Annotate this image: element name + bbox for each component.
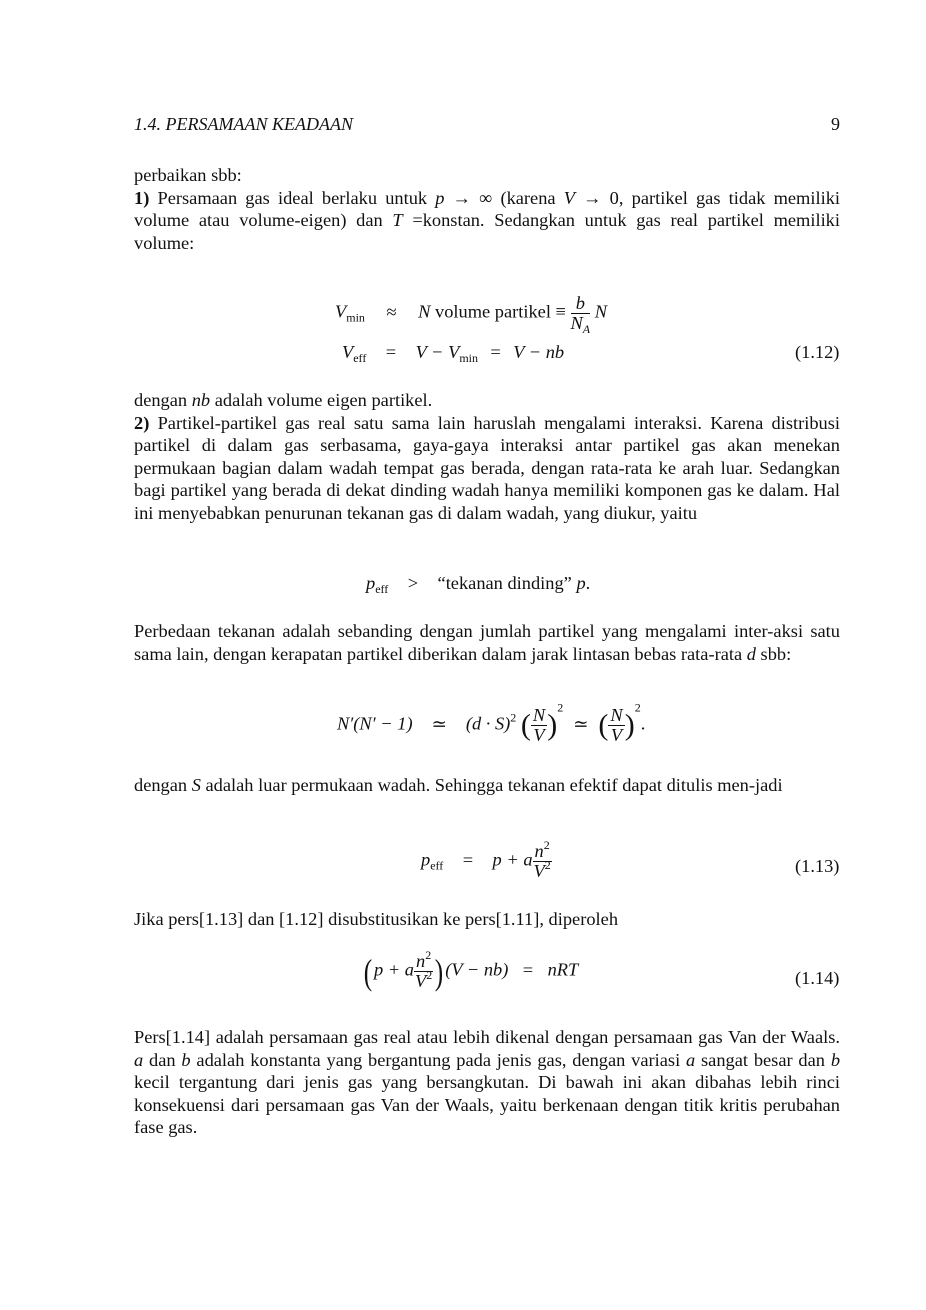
text-run: =konstan. Sedangkan untuk gas real partikel memiliki volume: (134, 210, 840, 253)
sub-eff: eff (430, 858, 444, 873)
var-p: p (421, 849, 431, 870)
equation-peff (421, 838, 552, 881)
var-a: a (134, 1049, 144, 1070)
text-run: Pers[1.14] adalah persamaan gas real atau lebih dikenal dengan persamaan gas Van der Waals. (134, 1027, 840, 1047)
var-n: n (534, 841, 544, 861)
sym-simeq: ≃ (431, 713, 447, 734)
expr-Nprime: N′(N′ − 1) (337, 713, 413, 734)
var-nb: nb (191, 390, 211, 410)
paren-open: ( (598, 708, 609, 742)
text-run: adalah luar permukaan wadah. Sehingga tekanan efektif dapat ditulis men-jadi (200, 775, 783, 795)
sup-2: 2 (543, 838, 550, 852)
var-T: T (392, 210, 403, 231)
paren-open: ( (520, 708, 531, 742)
equation-van-der-waals (362, 948, 579, 992)
fraction-n2-V2 (533, 838, 552, 881)
var-V: V (342, 342, 354, 362)
paragraph-interaction (134, 389, 840, 525)
fraction-b-NA (570, 293, 591, 336)
equation-number-1-13: (1.13) (795, 856, 840, 876)
sub-eff: eff (375, 582, 389, 596)
fraction-N-V (531, 706, 547, 745)
sym-gt: > (407, 573, 419, 593)
sub-A: A (582, 322, 591, 336)
sup-2: 2 (426, 968, 433, 982)
section-title: 1.4. PERSAMAAN KEADAAN (134, 114, 353, 134)
var-V: V (414, 971, 427, 991)
text-run: (karena (492, 187, 564, 208)
item-2-marker: 2) (134, 412, 150, 433)
var-n: n (416, 951, 426, 971)
sym-eq: = (490, 342, 501, 362)
sub-min: min (459, 351, 478, 365)
expr-V-minus-nb: V − nb (513, 342, 565, 362)
sym-dot: . (585, 573, 591, 593)
sup-2: 2 (634, 700, 641, 715)
text-run: Partikel-partikel gas real satu sama lain haruslah mengalami interaksi. Karena distribusi partikel di dalam gas serbasama, gaya-gaya interaksi antar partikel gas akan menekan permukaan bagian dalam wadah tempat gas berada, dengan rata-rata ke arah luar. Sedangkan bagi partikel yang berada di dekat dinding wadah hanya memiliki komponen gas ke dalam. Hal ini menyebabkan penurunan tekanan gas di dalam wadah, yang diukur, yaitu (134, 412, 840, 523)
text-volume-partikel: volume partikel (430, 301, 556, 322)
text-tekanan-dinding: “tekanan dinding” (437, 573, 577, 593)
var-b: b (181, 1049, 191, 1070)
expr-V-minus-V: V − V (415, 342, 460, 362)
var-N: N (570, 313, 583, 333)
sub-eff: eff (353, 351, 367, 365)
text-run: kecil tergantung dari jenis gas yang bersangkutan. Di bawah ini akan dibahas lebih rinci konsekuensi dari persamaan gas Van der Waals, yaitu berkenaan dengan titik kritis perubahan fase gas. (134, 1072, 840, 1138)
frac-den: V (610, 725, 623, 745)
equation-number-1-12: (1.12) (795, 342, 840, 362)
sym-eq: = (385, 342, 397, 362)
text-run: adalah konstanta yang bergantung pada jenis gas, dengan variasi (190, 1049, 687, 1070)
sym-eq: = (462, 849, 474, 870)
frac-den: V (533, 725, 545, 745)
paragraph-van-der-waals (134, 1026, 840, 1139)
var-b: b (830, 1049, 841, 1070)
sym-to-inf: → ∞ (444, 187, 493, 208)
var-V: V (533, 861, 545, 881)
sym-dot: . (640, 713, 646, 734)
page-number: 9 (831, 114, 840, 134)
text-run: , partikel gas tidak memiliki volume atau volume-eigen) dan (134, 187, 840, 231)
text-run: sbb: (755, 643, 792, 664)
frac-num: N (610, 705, 623, 725)
paragraph-substitution (134, 908, 840, 931)
sym-simeq: ≃ (573, 713, 589, 734)
item-1-marker: 1) (134, 187, 150, 208)
paragraph-intro (134, 164, 840, 254)
var-V: V (335, 301, 347, 322)
equation-veff (342, 342, 564, 363)
fraction-n2-V2 (414, 948, 433, 991)
paren-close: ) (435, 951, 444, 992)
text-run: dengan (134, 390, 192, 410)
expr-p-plus-a: p + a (492, 849, 533, 870)
text-run: dan (143, 1049, 182, 1070)
var-a: a (686, 1049, 696, 1070)
text-run: Persamaan gas ideal berlaku untuk (149, 187, 436, 208)
fraction-N-V (608, 706, 624, 745)
text-run: sangat besar dan (695, 1049, 831, 1070)
paragraph-surface (134, 774, 840, 797)
frac-num: N (532, 705, 546, 725)
equation-number-1-14: (1.14) (795, 968, 840, 988)
text-run: Perbedaan tekanan adalah sebanding dengan jumlah partikel yang mengalami inter-aksi satu sama lain, dengan kerapatan partikel diberikan dalam jarak lintasan bebas rata-rata (134, 621, 840, 664)
var-p: p (366, 573, 376, 593)
sup-2: 2 (544, 858, 551, 872)
var-p: p (576, 573, 586, 593)
var-N: N (418, 301, 431, 322)
paragraph-pressure-difference (134, 620, 840, 665)
sym-approx: ≈ (386, 301, 397, 322)
sym-to-zero: → 0 (574, 187, 619, 208)
paren-close: ) (547, 708, 558, 742)
var-d: d (746, 643, 756, 664)
intro-line: perbaikan sbb: (134, 165, 242, 185)
var-S: S (191, 775, 201, 795)
running-head (134, 114, 840, 135)
text-run: adalah volume eigen partikel. (210, 390, 433, 410)
text-run: dengan (134, 775, 192, 795)
sym-eq: = (522, 959, 534, 980)
equation-peff-inequality (366, 573, 590, 594)
expr-V-minus-nb: (V − nb) (445, 959, 509, 980)
sub-min: min (346, 310, 365, 325)
sup-2: 2 (510, 710, 517, 725)
expr-p-plus-a: p + a (374, 959, 414, 980)
sym-equiv: ≡ (555, 301, 566, 322)
sup-2: 2 (425, 948, 432, 962)
paren-open: ( (363, 951, 373, 992)
equation-vmin (335, 293, 608, 336)
var-V: V (563, 187, 575, 208)
equation-particle-pairs (337, 700, 646, 745)
var-p: p (435, 187, 445, 208)
var-N: N (594, 301, 608, 322)
expr-nRT: nRT (547, 959, 579, 980)
frac-num: b (571, 294, 591, 314)
paren-close: ) (624, 708, 635, 742)
text-run: Jika pers[1.13] dan [1.12] disubstitusikan ke pers[1.11], diperoleh (134, 909, 619, 929)
sup-2: 2 (557, 700, 564, 715)
expr-dS: (d · S) (465, 713, 511, 734)
